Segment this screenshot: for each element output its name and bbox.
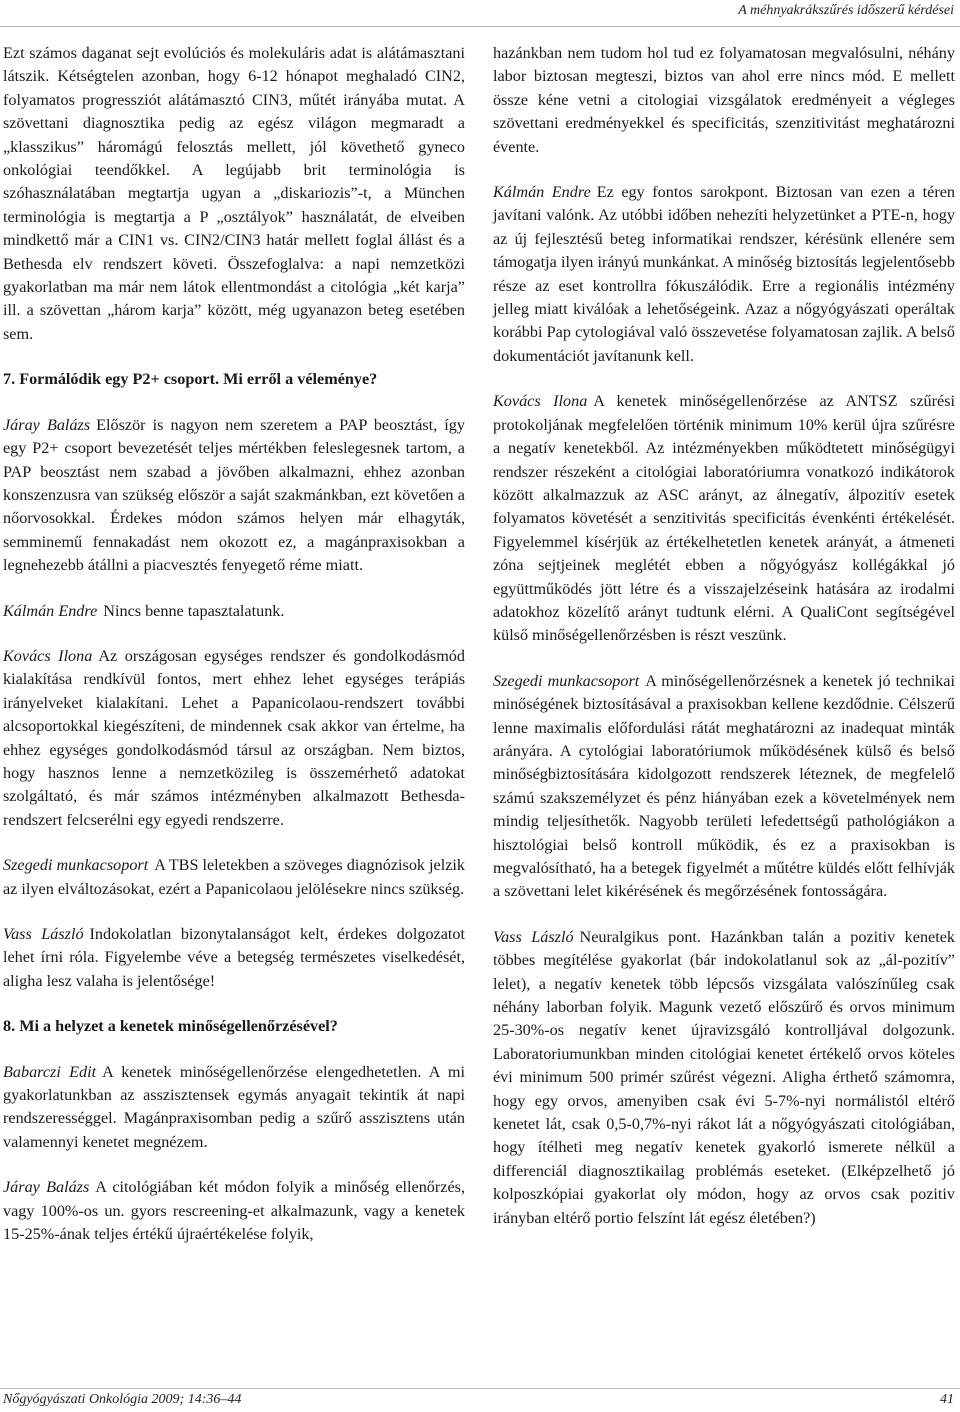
footer-rule	[0, 1388, 960, 1389]
speaker-name: Vass László	[493, 927, 574, 946]
question-8-heading: 8. Mi a helyzet a kenetek minőségellenőrzésével?	[3, 1017, 338, 1036]
answer-q7-kalman	[3, 600, 465, 623]
answer-text: A kenetek minőségellenőrzése elengedhetetlen. A mi gyakorlatunkban az asszisztensek egymás anyagait tekintik át napi rendszerességgel. Magánpraxisomban pedig a szűrő asszisztens után valamennyi kenetet megnézem.	[3, 1062, 465, 1151]
page-number: 41	[940, 1392, 954, 1407]
paragraph-intro: Ezt számos daganat sejt evolúciós és molekuláris adat is alátámasztani látszik. Kétségtelen azonban, hogy 6-12 hónapot meghaladó CIN2, folyamatos progressziót alátámasztó CIN3, műtét irányába mutat. A szövettani diagnosztika pedig az egész világon megmaradt a „klasszikus” háromágú felosztás mellett, jól követhető gyneco onkológiai teendőkkel. A legújabb brit terminológia is szóhasználatában megtartja ugyan a „diskariozis”-t, a München terminológia is megtartja a P „osztályok” használatát, de elveiben mindkettő már a CIN1 vs. CIN2/CIN3 határ mellett foglal állást és a Bethesda elv rendszert követi. Összefoglalva: a napi nemzetközi gyakorlatban ma már nem látok ellentmondást a citológia „két karja” ill. a szövettan „három karja” között, még ugyanazon beteg esetében sem.	[3, 44, 465, 343]
answer-text: A citológiában két módon folyik a minőség ellenőrzés, vagy 100%-os un. gyors rescreening-et alkalmazunk, vagy a kenetek 15-25%-ának teljes értékű újraértékelése folyik,	[3, 1178, 466, 1244]
journal-citation: Nőgyógyászati Onkológia 2009; 14:36–44	[3, 1392, 242, 1407]
left-column	[3, 42, 465, 1268]
speaker-name: Járay Balázs	[3, 1178, 90, 1197]
answer-text: A minőségellenőrzésnek a kenetek jó technikai minőségének biztosításával a praxisokban kellene kezdődnie. Célszerű lenne maximalis előfordulási rátát meghatározni az inadequat minták arányára. A cytológiai laboratóriumok működésének külső és belső minőségbiztosítására kidolgozott rendszerek léteznek, de megfelelő számú szakszemélyzet és pénz hiányában ezek a követelmények nem mindig teljesíthetők. Nagyobb területi lefedettségű pathológiákon a hisztológiai belső kontroll működik, és ez a praxisokban is megvalósítható, ha a betegek figyelmét a műtétre küldés előtt felhívják a szövettani lelet kikérésének és megőrzésének fontosságára.	[493, 671, 955, 901]
answer-q8-jaray	[3, 1176, 465, 1246]
speaker-name: Kálmán Endre	[3, 601, 98, 620]
question-7-heading: 7. Formálódik egy P2+ csoport. Mi erről a véleménye?	[3, 370, 378, 389]
answer-q7-vass	[3, 923, 465, 993]
speaker-name: Szegedi munkacsoport	[3, 856, 149, 875]
answer-text: Neuralgikus pont. Hazánkban talán a pozitiv kenetek többes megítélése gyakorlat (bár indokolatlanul sok az „ál-pozitív” lelet), a negatív kenetek több lépcsős vizsgálata valószínűleg csak néhány laborban folyik. Magunk vezető előszűrő és orvos minimum 25-30%-os negatív kenet újravizsgáló kontrolljával dolgozunk. Laboratoriumunkban minden citológiai kenetet értékelő orvos köteles évi minimum 500 primér szűrést végezni. Aligha érthető számomra, hogy egy orvos, amenyiben csak évi 5-7%-nyi normálistól eltérő kenetet lát, csak 0,5-0,7%-nyi rákot lát a nőgyógyászati citológiában, hogy ítélheti meg negatív kenetek gyakorló ismerete nélkül a differenciál diagnosztikailag problémás eseteket. (Elképzelhető jó kolposzkópiai gyakorlat oly módon, hogy az orvos csak pozitiv irányban eltérő portio felszínt lát egész életében?)	[493, 927, 956, 1227]
answer-q8-kalman	[493, 181, 955, 368]
answer-text: Indokolatlan bizonytalanságot kelt, érdekes dolgozatot lehet írni róla. Figyelembe véve a betegség természetes viselkedését, aligha lesz valaha is jelentősége!	[3, 925, 465, 990]
answer-text: Az országosan egységes rendszer és gondolkodásmód kialakítása rendkívül fontos, mert ehhez lehet egységes terápiás irányelveket kialakítani. Lehet a Papanicolaou-rendszert további alcsoportokkal kiegészíteni, de mindennek csak akkor van értelme, ha ehhez egységes gondolkodásmód társul az országban. Nem biztos, hogy hasznos lenne a nemzetközileg is összemérhető adatokat szolgáltató, és már számos intézményben alkalmazott Bethesda-rendszert felcserélni egy egyedi rendszerre.	[3, 646, 465, 829]
speaker-name: Szegedi munkacsoport	[493, 671, 640, 690]
right-column	[493, 42, 955, 1252]
answer-q7-jaray	[3, 414, 465, 578]
answer-text: A TBS leletekben a szöveges diagnózisok jelzik az ilyen elváltozásokat, ezért a Papanicolaou jelölésekre nincs szükség.	[3, 856, 466, 898]
speaker-name: Babarczi Edit	[3, 1062, 97, 1081]
speaker-name: Járay Balázs	[3, 415, 91, 434]
answer-q8-babarczi	[3, 1061, 465, 1155]
header-rule	[0, 26, 960, 27]
paragraph-continuation: hazánkban nem tudom hol tud ez folyamatosan megvalósulni, néhány labor biztosan megteszi, biztos van ahol erre nincs mód. E mellett össze kéne vetni a citologiai vizsgálatok eredményeit a végleges szövettani eredményekkel és specificitás, szenzitivitást meghatározni évente.	[493, 44, 955, 156]
speaker-name: Vass László	[3, 925, 84, 943]
answer-text: Nincs benne tapasztalatunk.	[103, 601, 285, 620]
running-title: A méhnyakrákszűrés időszerű kérdései	[738, 3, 954, 18]
answer-text: Először is nagyon nem szeretem a PAP beosztást, így egy P2+ csoport bevezetését teljes mértékben feleslegesnek tartom, a PAP beosztást nem szabad a jövőben alkalmazni, ehhez azonban konszenzusra van szükség először a saját szakmánkban, ezt követően a nőorvosokkal. Érdekes módon számos helyen már elhagyták, semminemű fennakadást nem okozott ez, a magánpraxisokban a legnehezebb átállni a piacvesztés fenyegető réme miatt.	[3, 415, 465, 575]
answer-text: A kenetek minőségellenőrzése az ANTSZ szűrési protokoljának megfelelően történik minimum 10% kerül újra szűrésre a negatív kenetekből. Az intézményekben működtetett minőségügyi rendszer részeként a citológiai laboratóriumra vonatkozó indikátorok között alkalmazzuk az ASC arányt, az álnegatív, álpozitív esetek folyamatos követését a senzitivitás specificitás évenkénti értékelését. Figyelemmel kísérjük az értékelhetetlen kenetek arányát, a átmeneti zóna sejtjeinek meglétét ebben a nőgyógyász kollégákkal jó együttműködés jött létre és a visszajelzéseink hatására az irodalmi adatokhoz közelítő arányt tudtunk elérni. A QualiCont segítségével külső minőségellenőrzésben is részt veszünk.	[493, 392, 955, 645]
answer-q8-kovacs	[493, 390, 955, 647]
answer-q7-kovacs	[3, 645, 465, 832]
answer-text: Ez egy fontos sarokpont. Biztosan van ezen a téren javítani valónk. Az utóbbi időben nehezíti helyzetünket a PTE-n, hogy az új fejlesztésű beteg informatikai rendszer, kérésünk ellenére sem támogatja ilyen irányú munkánkat. A minőség biztosítás legjelentősebb része az eset kontrollra fókuszálódik. Erre a regionális intézmény jelleg miatt kiválóak a lehetőségeink. Azaz a nőgyógyászati operáltak korábbi Pap cytologiával való összevetése folyamatosan zajlik. A belső dokumentációt javítanunk kell.	[493, 183, 955, 365]
speaker-name: Kálmán Endre	[493, 183, 591, 202]
speaker-name: Kovács Ilona	[3, 646, 93, 665]
answer-q7-szegedi	[3, 854, 465, 901]
speaker-name: Kovács Ilona	[493, 392, 588, 411]
answer-q8-szegedi	[493, 670, 955, 904]
answer-q8-vass	[493, 926, 955, 1230]
